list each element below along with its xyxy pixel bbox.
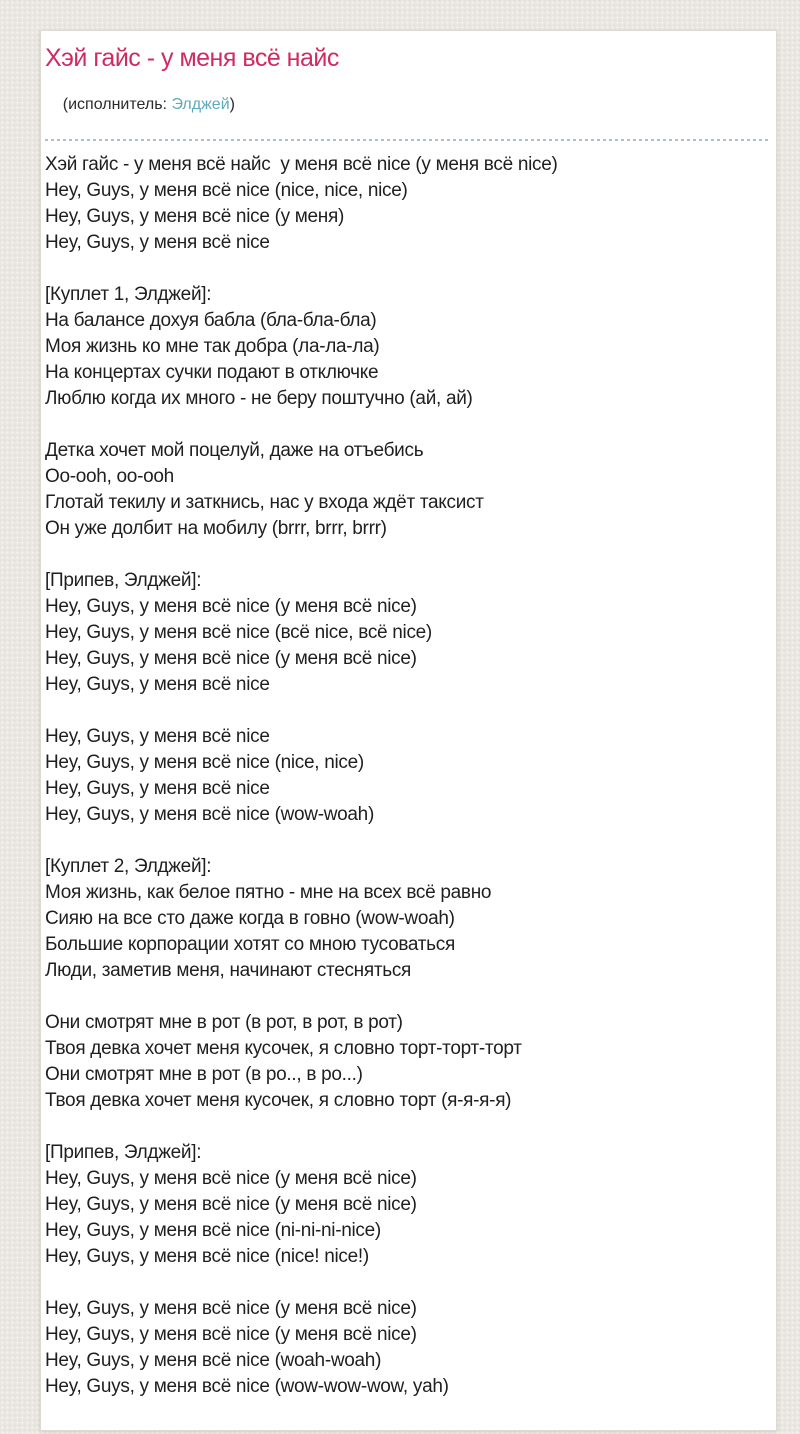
lyric-block <box>45 724 768 828</box>
lyric-line: Hey, Guys, у меня всё nice <box>45 232 270 253</box>
artist-line <box>45 75 768 135</box>
lyric-line: Hey, Guys, у меня всё nice (wow-woah) <box>45 804 374 825</box>
artist-label: (исполнитель: <box>62 96 172 113</box>
lyric-line: [Куплет 2, Элджей]: <box>45 856 212 877</box>
lyric-line: Люблю когда их много - не беру поштучно (ай, ай) <box>45 388 473 409</box>
lyric-line: Hey, Guys, у меня всё nice (wow-wow-wow, yah) <box>45 1376 449 1397</box>
lyric-line: Hey, Guys, у меня всё nice (у меня всё nice) <box>45 596 417 617</box>
lyric-line: Твоя девка хочет меня кусочек, я словно торт (я-я-я-я) <box>45 1090 512 1111</box>
lyric-line: [Припев, Элджей]: <box>45 1142 202 1163</box>
lyric-line: Oo-ooh, oo-ooh <box>45 466 174 487</box>
lyric-block <box>45 1010 768 1114</box>
page-title: Хэй гайс - у меня всё найс <box>45 44 339 72</box>
lyric-line: Люди, заметив меня, начинают стесняться <box>45 960 412 981</box>
lyric-line: [Припев, Элджей]: <box>45 570 202 591</box>
dotted-separator <box>45 139 768 141</box>
lyric-line: Hey, Guys, у меня всё nice (ni-ni-ni-nice) <box>45 1220 381 1241</box>
lyric-line: На балансе дохуя бабла (бла-бла-бла) <box>45 310 377 331</box>
lyric-line: Он уже долбит на мобилу (brrr, brrr, brrr) <box>45 518 387 539</box>
lyric-line: На концертах сучки подают в отключке <box>45 362 379 383</box>
lyric-line: Моя жизнь, как белое пятно - мне на всех всё равно <box>45 882 492 903</box>
lyric-line: Hey, Guys, у меня всё nice (nice, nice) <box>45 752 364 773</box>
content-card <box>40 30 777 1431</box>
lyric-block <box>45 152 768 256</box>
lyric-line: Hey, Guys, у меня всё nice (у меня всё nice) <box>45 1298 417 1319</box>
lyric-line: Хэй гайс - у меня всё найс у меня всё nice (у меня всё nice) <box>45 154 558 175</box>
lyric-block <box>45 282 768 412</box>
lyric-line: Сияю на все сто даже когда в говно (wow-woah) <box>45 908 455 929</box>
lyric-line: Детка хочет мой поцелуй, даже на отъебись <box>45 440 424 461</box>
lyric-line: Hey, Guys, у меня всё nice (у меня всё nice) <box>45 1168 417 1189</box>
lyric-line: Глотай текилу и заткнись, нас у входа ждёт таксист <box>45 492 484 513</box>
lyric-line: Большие корпорации хотят со мною тусоваться <box>45 934 455 955</box>
lyric-line: Hey, Guys, у меня всё nice (у меня всё nice) <box>45 1194 417 1215</box>
lyric-line: Моя жизнь ко мне так добра (ла-ла-ла) <box>45 336 380 357</box>
lyric-line: Hey, Guys, у меня всё nice (nice! nice!) <box>45 1246 369 1267</box>
lyrics-text <box>45 149 768 1400</box>
lyric-block <box>45 1296 768 1400</box>
lyric-line: Они смотрят мне в рот (в рот, в рот, в рот) <box>45 1012 403 1033</box>
lyric-line: Hey, Guys, у меня всё nice (у меня всё nice) <box>45 1324 417 1345</box>
lyric-block <box>45 1140 768 1270</box>
lyric-line: Hey, Guys, у меня всё nice (nice, nice, nice) <box>45 180 408 201</box>
lyric-block <box>45 568 768 698</box>
lyric-block <box>45 854 768 984</box>
lyric-line: Hey, Guys, у меня всё nice <box>45 778 270 799</box>
lyric-block <box>45 438 768 542</box>
lyric-line: Hey, Guys, у меня всё nice <box>45 674 270 695</box>
artist-label-close: ) <box>229 96 235 113</box>
lyric-line: Они смотрят мне в рот (в ро.., в ро...) <box>45 1064 363 1085</box>
lyric-line: Hey, Guys, у меня всё nice <box>45 726 270 747</box>
lyric-line: Hey, Guys, у меня всё nice (всё nice, всё nice) <box>45 622 432 643</box>
lyric-line: Hey, Guys, у меня всё nice (у меня всё nice) <box>45 648 417 669</box>
lyric-line: Твоя девка хочет меня кусочек, я словно торт-торт-торт <box>45 1038 522 1059</box>
lyric-line: Hey, Guys, у меня всё nice (woah-woah) <box>45 1350 382 1371</box>
artist-link[interactable]: Элджей <box>171 96 230 113</box>
lyric-line: [Куплет 1, Элджей]: <box>45 284 212 305</box>
lyric-line: Hey, Guys, у меня всё nice (у меня) <box>45 206 345 227</box>
